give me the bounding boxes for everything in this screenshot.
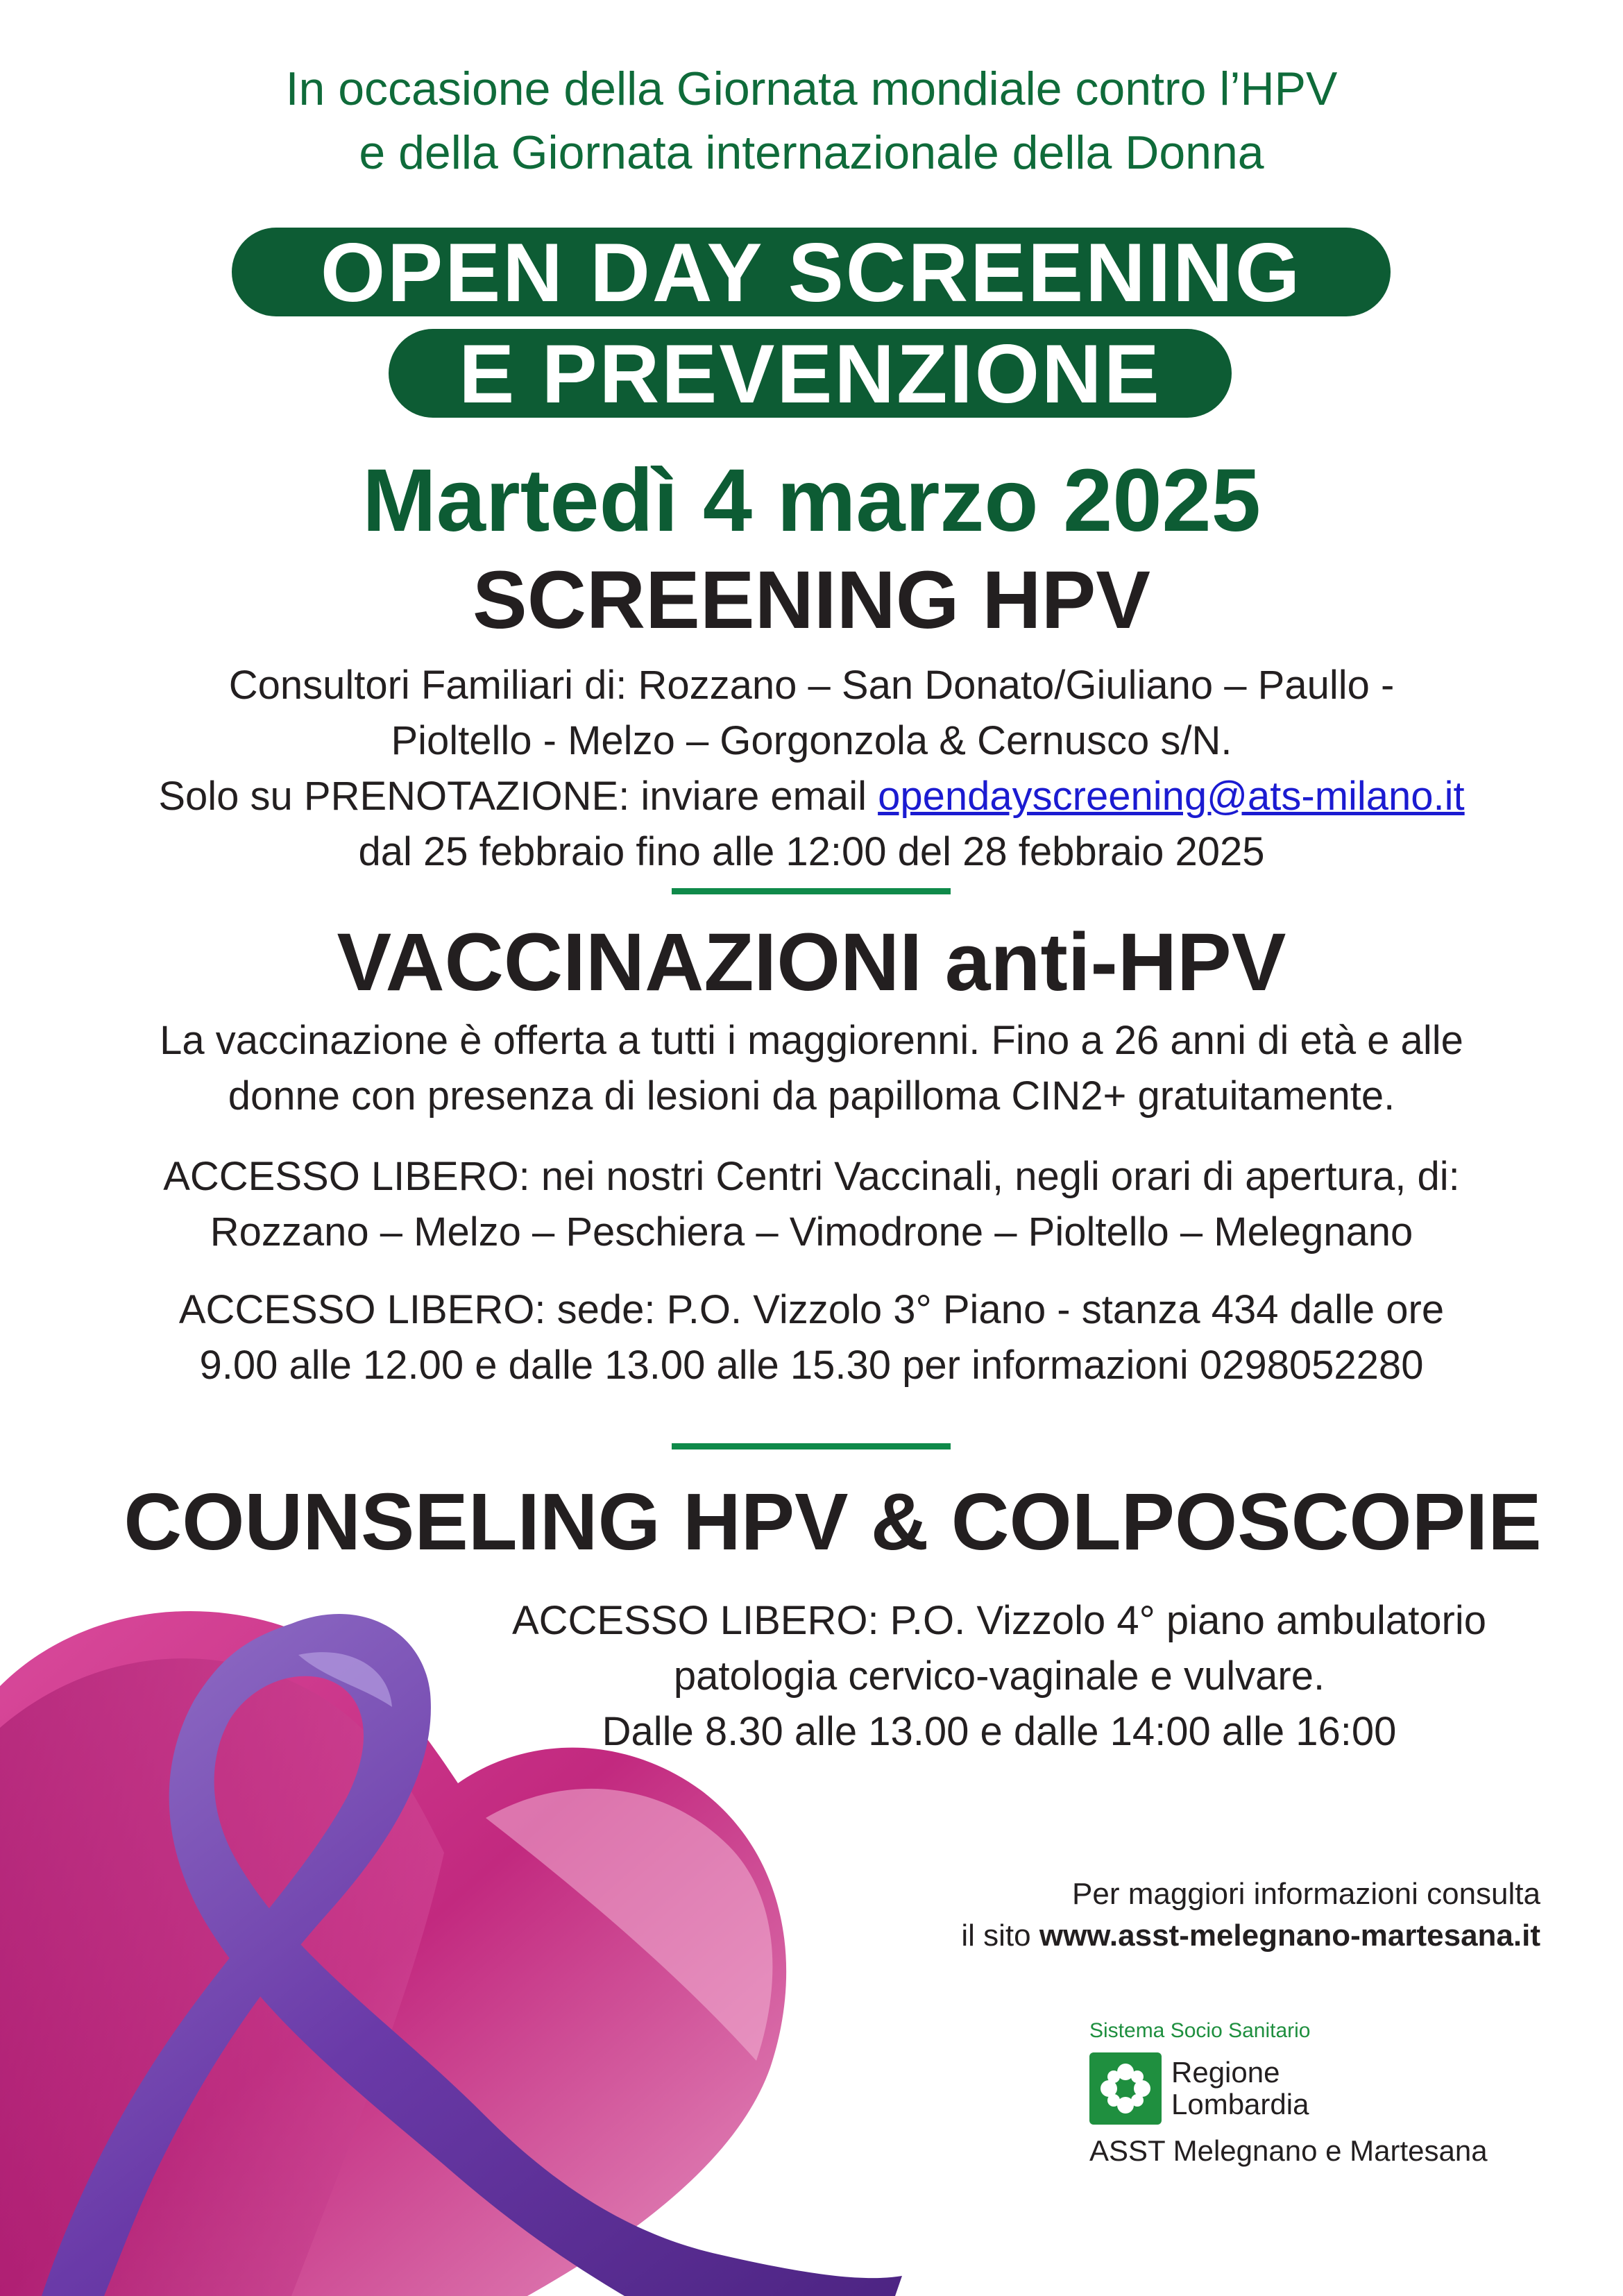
vacc-p2-line-2: Rozzano – Melzo – Peschiera – Vimodrone – Pioltello – Melegnano <box>210 1209 1413 1255</box>
counseling-details <box>416 1593 1582 1760</box>
booking-email-link[interactable]: opendayscreening@ats-milano.it <box>878 774 1465 819</box>
intro-line-2: e della Giornata internazionale della Donna <box>359 126 1264 179</box>
booking-prefix: Solo su PRENOTAZIONE: inviare email <box>158 774 878 819</box>
vaccinazioni-title: VACCINAZIONI anti-HPV <box>337 917 1286 1008</box>
more-info-line-1: Per maggiori informazioni consulta <box>1072 1877 1540 1911</box>
screening-line-1: Consultori Familiari di: Rozzano – San Donato/Giuliano – Paullo - <box>228 663 1395 708</box>
screening-title: SCREENING HPV <box>473 554 1150 646</box>
counseling-line-1: ACCESSO LIBERO: P.O. Vizzolo 4° piano ambulatorio <box>511 1598 1487 1643</box>
banner-line-2: E PREVENZIONE <box>389 329 1232 418</box>
vacc-p1-line-1: La vaccinazione è offerta a tutti i maggiorenni. Fino a 26 anni di età e alle <box>160 1018 1463 1063</box>
logo-system-label: Sistema Socio Sanitario <box>1089 2019 1311 2042</box>
logo-org-name: ASST Melegnano e Martesana <box>1089 2134 1488 2167</box>
section-divider-1 <box>672 888 951 894</box>
event-date: Martedì 4 marzo 2025 <box>362 451 1261 550</box>
counseling-title: COUNSELING HPV & COLPOSCOPIE <box>124 1477 1542 1567</box>
logo-region-name <box>1171 2057 1309 2120</box>
logo-region-line-2: Lombardia <box>1171 2088 1309 2120</box>
screening-line-4: dal 25 febbraio fino alle 12:00 del 28 febbraio 2025 <box>358 829 1265 874</box>
section-divider-2 <box>672 1443 951 1449</box>
more-info <box>763 1873 1540 1957</box>
counseling-line-3: Dalle 8.30 alle 13.00 e dalle 14:00 alle 16:00 <box>602 1709 1397 1754</box>
regione-lombardia-rose-icon <box>1089 2052 1162 2125</box>
vacc-p1-line-2: donne con presenza di lesioni da papilloma CIN2+ gratuitamente. <box>228 1073 1395 1119</box>
screening-booking <box>0 769 1623 824</box>
site-prefix: il sito <box>961 1919 1039 1953</box>
vaccinazioni-paragraph-1 <box>0 1013 1623 1124</box>
screening-line-2: Pioltello - Melzo – Gorgonzola & Cernusco s/N. <box>391 718 1232 763</box>
banner-line-1: OPEN DAY SCREENING <box>232 228 1391 316</box>
intro-line-1: In occasione della Giornata mondiale contro l’HPV <box>285 62 1338 115</box>
counseling-line-2: patologia cervico-vaginale e vulvare. <box>673 1653 1325 1699</box>
vacc-p2-line-1: ACCESSO LIBERO: nei nostri Centri Vaccinali, negli orari di apertura, di: <box>163 1154 1460 1199</box>
website-link[interactable]: www.asst-melegnano-martesana.it <box>1039 1919 1540 1953</box>
logo-region-line-1: Regione <box>1171 2056 1280 2089</box>
vaccinazioni-paragraph-2 <box>0 1149 1623 1260</box>
vacc-p3-line-1: ACCESSO LIBERO: sede: P.O. Vizzolo 3° Piano - stanza 434 dalle ore <box>178 1287 1445 1332</box>
intro-text <box>0 57 1623 185</box>
vacc-p3-line-2: 9.00 alle 12.00 e dalle 13.00 alle 15.30 per informazioni 0298052280 <box>199 1343 1424 1388</box>
vaccinazioni-paragraph-3 <box>0 1282 1623 1393</box>
screening-details <box>0 658 1623 880</box>
more-info-line-2 <box>763 1915 1540 1957</box>
